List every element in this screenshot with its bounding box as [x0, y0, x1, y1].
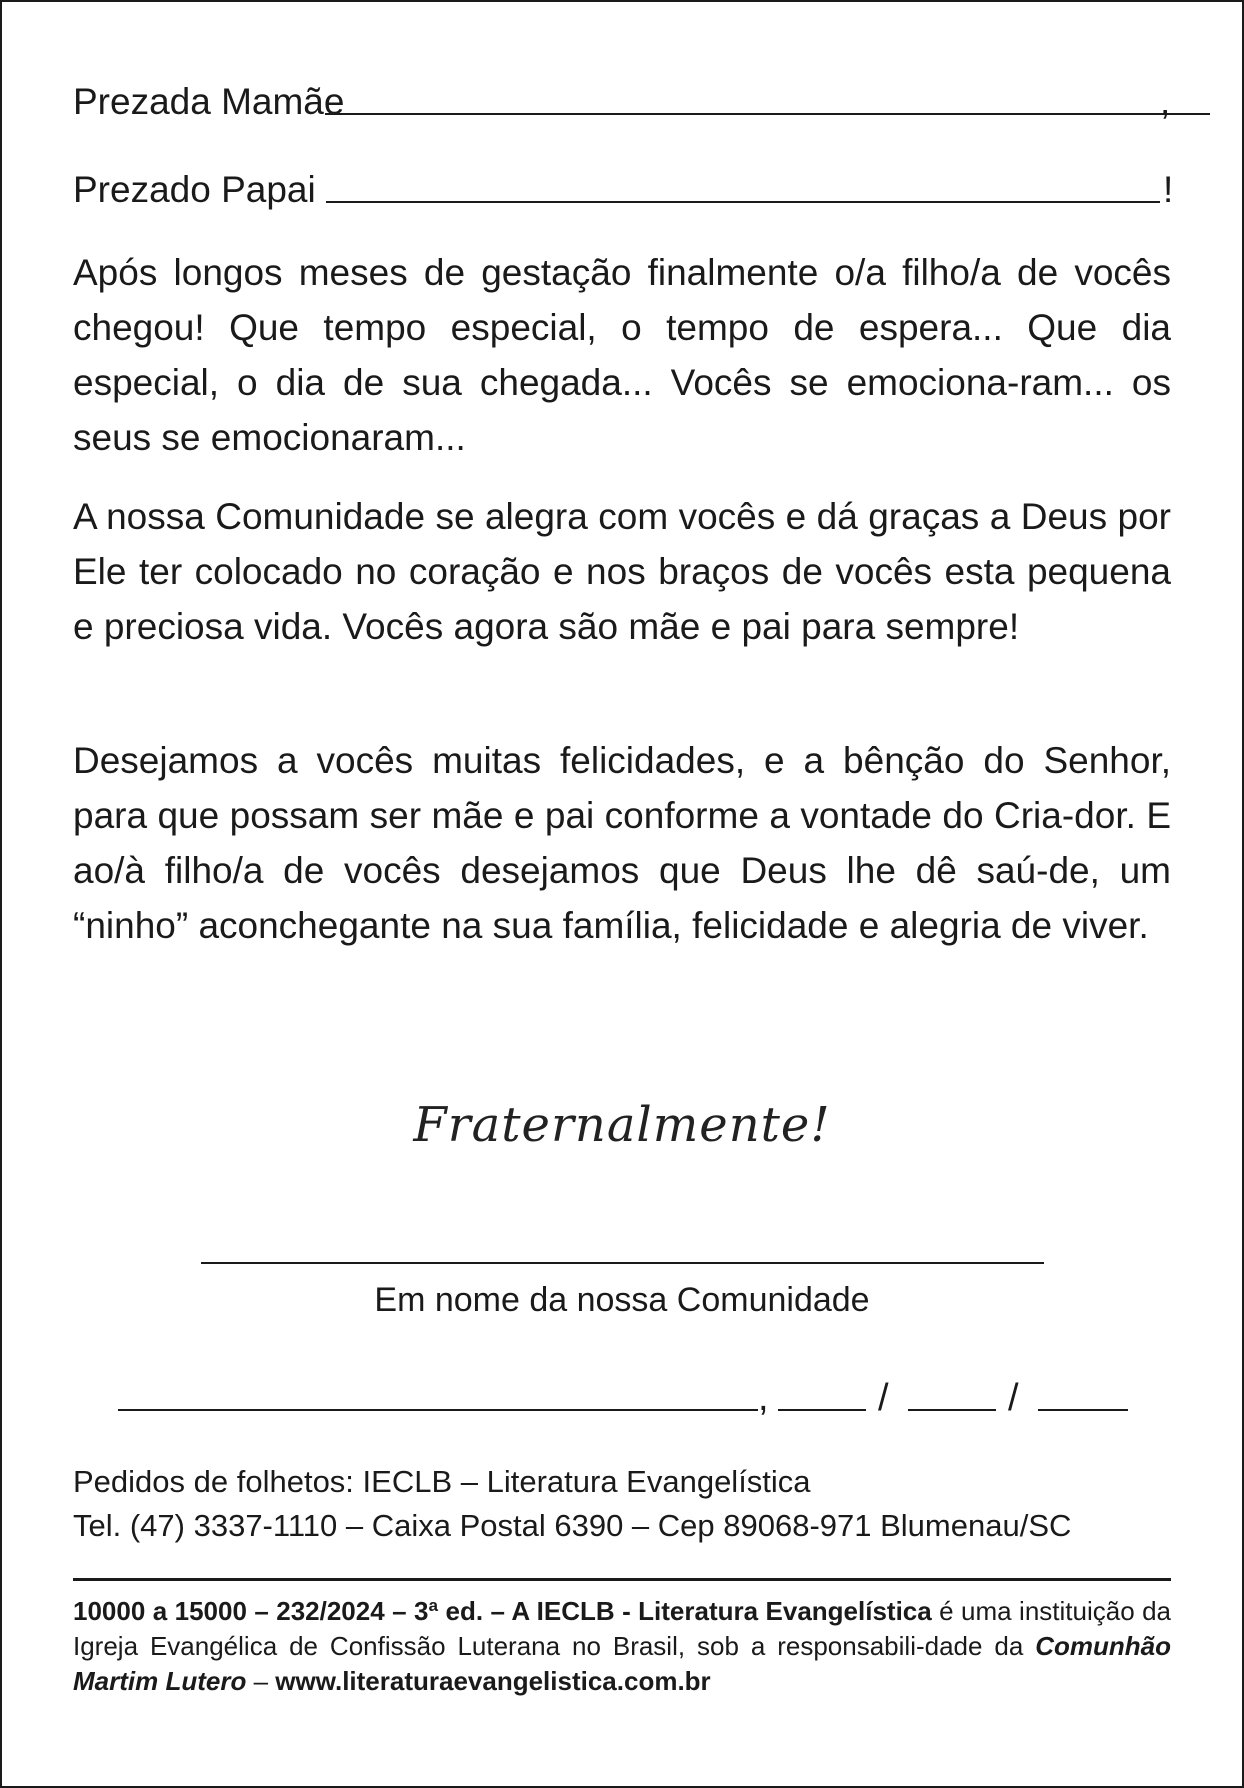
paragraph-arrival: Após longos meses de gestação finalmente o/a filho/a de vocês chegou! Que tempo especial, o tempo de espera... Que dia especial, o dia de sua chegada... Vocês se emociona-ram... os seus se emocionaram...: [73, 252, 1171, 458]
orders-info: [73, 1460, 1071, 1548]
mother-line-end: ,: [1160, 81, 1171, 122]
mother-name-blank: [325, 113, 1210, 115]
father-line: [73, 168, 1174, 212]
mother-line: [73, 80, 1171, 124]
paragraph-wishes: Desejamos a vocês muitas felicidades, e a bênção do Senhor, para que possam ser mãe e pai conforme a vontade do Cria-dor. E ao/à filho/a de vocês desejamos que Deus lhe dê saú-de, um “ninho” aconchegante na sua família, felicidade e alegria de viver.: [73, 740, 1171, 946]
signature-label: Em nome da nossa Comunidade: [374, 1281, 870, 1319]
date-slash-1: /: [878, 1377, 889, 1419]
date-slash-2: /: [1008, 1377, 1019, 1419]
footer-divider: [73, 1578, 1171, 1581]
paragraph-community: A nossa Comunidade se alegra com vocês e dá graças a Deus por Ele ter colocado no coração e nos braços de vocês esta pequena e preciosa vida. Vocês agora são mãe e pai para sempre!: [73, 496, 1171, 647]
mother-label: Prezada Mamãe: [73, 81, 345, 122]
year-blank: [1038, 1409, 1128, 1411]
footer-website: www.literaturaevangelistica.com.br: [275, 1666, 711, 1696]
father-label: Prezado Papai: [73, 169, 316, 210]
signature-blank: [201, 1262, 1044, 1264]
day-blank: [778, 1409, 866, 1411]
orders-line-2: Tel. (47) 3337-1110 – Caixa Postal 6390 – Cep 89068-971 Blumenau/SC: [73, 1508, 1072, 1543]
footer-communion: Comunhão Martim Lutero: [73, 1631, 1171, 1696]
footer-edition: 10000 a 15000 – 232/2024 – 3ª ed. – A IECLB - Literatura Evangelística: [73, 1596, 932, 1626]
father-name-blank: [326, 201, 1160, 203]
footer-dash: –: [246, 1666, 276, 1696]
signoff: Fraternalmente!: [413, 1097, 831, 1153]
footer-text: [73, 1594, 1171, 1699]
place-date-row: [0, 1370, 1244, 1420]
orders-line-1: Pedidos de folhetos: IECLB – Literatura Evangelística: [73, 1464, 811, 1499]
date-comma: ,: [758, 1377, 769, 1419]
footer-institution: é uma instituição da Igreja Evangélica de Confissão Luterana no Brasil, sob a responsabili-dade da: [73, 1596, 1172, 1661]
place-blank: [118, 1409, 758, 1411]
father-line-end: !: [1163, 169, 1174, 210]
month-blank: [908, 1409, 996, 1411]
